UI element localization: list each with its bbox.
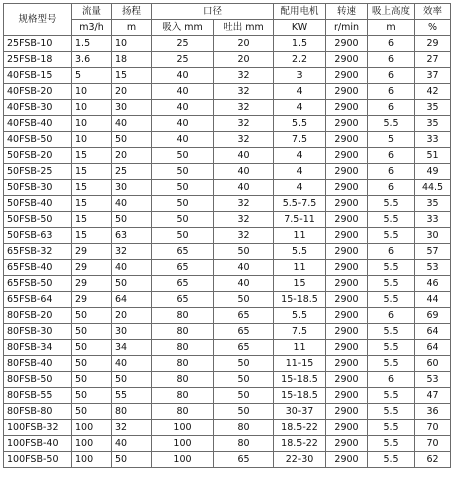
table-row (4, 52, 451, 68)
cell-outlet: 32 (214, 68, 274, 84)
cell-suction: 6 (368, 52, 415, 68)
cell-motor: 18.5-22 (274, 420, 326, 436)
header-row-1 (4, 4, 451, 20)
cell-inlet: 25 (152, 52, 214, 68)
cell-suction: 6 (368, 244, 415, 260)
cell-inlet: 50 (152, 212, 214, 228)
cell-model: 80FSB-20 (4, 308, 72, 324)
header-motor-unit: KW (274, 20, 326, 36)
cell-head: 50 (112, 372, 152, 388)
cell-inlet: 80 (152, 340, 214, 356)
cell-efficiency: 46 (415, 276, 451, 292)
table-row (4, 132, 451, 148)
cell-model: 65FSB-50 (4, 276, 72, 292)
cell-model: 50FSB-50 (4, 212, 72, 228)
cell-head: 50 (112, 452, 152, 468)
cell-outlet: 80 (214, 436, 274, 452)
cell-flow: 50 (72, 404, 112, 420)
cell-speed: 2900 (326, 276, 368, 292)
table-row (4, 372, 451, 388)
cell-efficiency: 53 (415, 260, 451, 276)
cell-inlet: 80 (152, 388, 214, 404)
cell-inlet: 40 (152, 116, 214, 132)
cell-speed: 2900 (326, 260, 368, 276)
table-row (4, 292, 451, 308)
cell-flow: 100 (72, 452, 112, 468)
cell-flow: 10 (72, 100, 112, 116)
cell-outlet: 80 (214, 420, 274, 436)
header-flow: 流量 (72, 4, 112, 20)
cell-outlet: 65 (214, 340, 274, 356)
cell-flow: 50 (72, 340, 112, 356)
cell-model: 80FSB-40 (4, 356, 72, 372)
cell-suction: 6 (368, 372, 415, 388)
cell-motor: 5.5-7.5 (274, 196, 326, 212)
cell-efficiency: 51 (415, 148, 451, 164)
cell-outlet: 50 (214, 356, 274, 372)
cell-speed: 2900 (326, 404, 368, 420)
cell-speed: 2900 (326, 196, 368, 212)
table-row (4, 36, 451, 52)
cell-flow: 29 (72, 244, 112, 260)
cell-head: 15 (112, 68, 152, 84)
cell-efficiency: 35 (415, 116, 451, 132)
cell-motor: 5.5 (274, 116, 326, 132)
cell-suction: 6 (368, 100, 415, 116)
cell-suction: 6 (368, 164, 415, 180)
cell-outlet: 32 (214, 228, 274, 244)
cell-head: 50 (112, 132, 152, 148)
cell-inlet: 50 (152, 196, 214, 212)
cell-speed: 2900 (326, 132, 368, 148)
cell-outlet: 50 (214, 244, 274, 260)
cell-motor: 4 (274, 180, 326, 196)
cell-speed: 2900 (326, 180, 368, 196)
cell-motor: 2.2 (274, 52, 326, 68)
cell-suction: 5.5 (368, 292, 415, 308)
cell-head: 20 (112, 308, 152, 324)
cell-suction: 6 (368, 84, 415, 100)
cell-speed: 2900 (326, 148, 368, 164)
header-row-2 (4, 20, 451, 36)
cell-flow: 50 (72, 388, 112, 404)
cell-model: 100FSB-40 (4, 436, 72, 452)
cell-outlet: 50 (214, 372, 274, 388)
cell-model: 50FSB-25 (4, 164, 72, 180)
cell-efficiency: 27 (415, 52, 451, 68)
table-row (4, 68, 451, 84)
cell-flow: 100 (72, 436, 112, 452)
cell-inlet: 100 (152, 452, 214, 468)
cell-suction: 6 (368, 308, 415, 324)
cell-model: 65FSB-64 (4, 292, 72, 308)
cell-efficiency: 53 (415, 372, 451, 388)
cell-suction: 5.5 (368, 388, 415, 404)
cell-speed: 2900 (326, 356, 368, 372)
cell-suction: 5.5 (368, 212, 415, 228)
table-row (4, 244, 451, 260)
cell-efficiency: 35 (415, 196, 451, 212)
cell-motor: 3 (274, 68, 326, 84)
cell-motor: 11 (274, 260, 326, 276)
table-row (4, 196, 451, 212)
cell-outlet: 20 (214, 36, 274, 52)
cell-efficiency: 44.5 (415, 180, 451, 196)
cell-model: 40FSB-50 (4, 132, 72, 148)
cell-motor: 7.5 (274, 132, 326, 148)
cell-suction: 5.5 (368, 404, 415, 420)
header-head: 扬程 (112, 4, 152, 20)
table-row (4, 260, 451, 276)
cell-efficiency: 60 (415, 356, 451, 372)
cell-suction: 5.5 (368, 260, 415, 276)
table-row (4, 164, 451, 180)
cell-head: 40 (112, 116, 152, 132)
header-efficiency: 效率 (415, 4, 451, 20)
table-row (4, 436, 451, 452)
cell-model: 65FSB-40 (4, 260, 72, 276)
cell-speed: 2900 (326, 308, 368, 324)
cell-head: 64 (112, 292, 152, 308)
cell-flow: 15 (72, 180, 112, 196)
cell-suction: 5.5 (368, 228, 415, 244)
cell-head: 40 (112, 356, 152, 372)
cell-suction: 5.5 (368, 420, 415, 436)
cell-speed: 2900 (326, 436, 368, 452)
cell-suction: 5.5 (368, 196, 415, 212)
pump-spec-table (3, 3, 451, 468)
cell-outlet: 65 (214, 324, 274, 340)
cell-inlet: 40 (152, 68, 214, 84)
cell-outlet: 40 (214, 180, 274, 196)
cell-head: 18 (112, 52, 152, 68)
cell-flow: 15 (72, 228, 112, 244)
table-row (4, 84, 451, 100)
cell-efficiency: 44 (415, 292, 451, 308)
cell-suction: 5.5 (368, 356, 415, 372)
cell-outlet: 32 (214, 116, 274, 132)
cell-speed: 2900 (326, 452, 368, 468)
cell-efficiency: 35 (415, 100, 451, 116)
table-row (4, 420, 451, 436)
cell-outlet: 40 (214, 148, 274, 164)
table-row (4, 404, 451, 420)
cell-speed: 2900 (326, 52, 368, 68)
cell-head: 50 (112, 212, 152, 228)
cell-head: 30 (112, 100, 152, 116)
cell-motor: 15-18.5 (274, 292, 326, 308)
cell-outlet: 40 (214, 276, 274, 292)
cell-efficiency: 62 (415, 452, 451, 468)
cell-model: 25FSB-10 (4, 36, 72, 52)
table-row (4, 228, 451, 244)
cell-speed: 2900 (326, 212, 368, 228)
cell-efficiency: 29 (415, 36, 451, 52)
cell-speed: 2900 (326, 68, 368, 84)
cell-inlet: 80 (152, 308, 214, 324)
cell-inlet: 80 (152, 356, 214, 372)
cell-efficiency: 70 (415, 420, 451, 436)
cell-efficiency: 57 (415, 244, 451, 260)
cell-flow: 29 (72, 292, 112, 308)
cell-model: 80FSB-50 (4, 372, 72, 388)
cell-flow: 10 (72, 84, 112, 100)
cell-suction: 5.5 (368, 276, 415, 292)
cell-suction: 5.5 (368, 116, 415, 132)
cell-outlet: 20 (214, 52, 274, 68)
cell-outlet: 50 (214, 388, 274, 404)
cell-outlet: 32 (214, 212, 274, 228)
cell-head: 50 (112, 276, 152, 292)
cell-outlet: 40 (214, 260, 274, 276)
cell-motor: 5.5 (274, 244, 326, 260)
cell-model: 50FSB-40 (4, 196, 72, 212)
spec-table-body (4, 36, 451, 468)
cell-model: 50FSB-20 (4, 148, 72, 164)
cell-inlet: 80 (152, 404, 214, 420)
cell-inlet: 80 (152, 372, 214, 388)
cell-motor: 7.5-11 (274, 212, 326, 228)
cell-suction: 6 (368, 180, 415, 196)
cell-efficiency: 47 (415, 388, 451, 404)
cell-motor: 15-18.5 (274, 372, 326, 388)
cell-outlet: 40 (214, 164, 274, 180)
cell-suction: 5.5 (368, 340, 415, 356)
cell-outlet: 32 (214, 100, 274, 116)
cell-flow: 29 (72, 276, 112, 292)
cell-model: 50FSB-30 (4, 180, 72, 196)
cell-speed: 2900 (326, 228, 368, 244)
cell-inlet: 65 (152, 292, 214, 308)
cell-model: 50FSB-63 (4, 228, 72, 244)
cell-motor: 11 (274, 228, 326, 244)
header-caliber: 口径 (152, 4, 274, 20)
cell-inlet: 50 (152, 164, 214, 180)
table-row (4, 388, 451, 404)
cell-speed: 2900 (326, 292, 368, 308)
cell-model: 40FSB-30 (4, 100, 72, 116)
cell-model: 80FSB-80 (4, 404, 72, 420)
table-row (4, 452, 451, 468)
cell-speed: 2900 (326, 372, 368, 388)
cell-inlet: 65 (152, 260, 214, 276)
cell-model: 25FSB-18 (4, 52, 72, 68)
cell-head: 40 (112, 196, 152, 212)
cell-efficiency: 33 (415, 132, 451, 148)
table-row (4, 116, 451, 132)
cell-outlet: 50 (214, 404, 274, 420)
cell-head: 32 (112, 420, 152, 436)
cell-inlet: 80 (152, 324, 214, 340)
cell-head: 55 (112, 388, 152, 404)
cell-efficiency: 70 (415, 436, 451, 452)
cell-head: 20 (112, 84, 152, 100)
cell-flow: 15 (72, 196, 112, 212)
cell-model: 40FSB-20 (4, 84, 72, 100)
cell-suction: 5.5 (368, 436, 415, 452)
cell-efficiency: 37 (415, 68, 451, 84)
cell-suction: 6 (368, 36, 415, 52)
cell-motor: 1.5 (274, 36, 326, 52)
table-row (4, 340, 451, 356)
cell-speed: 2900 (326, 324, 368, 340)
table-row (4, 212, 451, 228)
table-row (4, 308, 451, 324)
cell-inlet: 65 (152, 276, 214, 292)
cell-inlet: 40 (152, 100, 214, 116)
cell-speed: 2900 (326, 116, 368, 132)
table-row (4, 324, 451, 340)
cell-model: 80FSB-30 (4, 324, 72, 340)
cell-model: 40FSB-15 (4, 68, 72, 84)
cell-inlet: 40 (152, 132, 214, 148)
cell-flow: 10 (72, 116, 112, 132)
cell-flow: 10 (72, 132, 112, 148)
cell-head: 63 (112, 228, 152, 244)
cell-inlet: 100 (152, 420, 214, 436)
cell-outlet: 50 (214, 292, 274, 308)
header-speed-unit: r/min (326, 20, 368, 36)
header-efficiency-unit: % (415, 20, 451, 36)
cell-outlet: 65 (214, 308, 274, 324)
cell-inlet: 65 (152, 244, 214, 260)
cell-speed: 2900 (326, 244, 368, 260)
cell-flow: 1.5 (72, 36, 112, 52)
cell-model: 40FSB-40 (4, 116, 72, 132)
cell-suction: 5.5 (368, 324, 415, 340)
cell-efficiency: 36 (415, 404, 451, 420)
header-model: 规格型号 (4, 4, 72, 36)
cell-motor: 11-15 (274, 356, 326, 372)
cell-speed: 2900 (326, 164, 368, 180)
cell-outlet: 32 (214, 196, 274, 212)
header-speed: 转速 (326, 4, 368, 20)
table-row (4, 180, 451, 196)
cell-suction: 5.5 (368, 452, 415, 468)
cell-head: 20 (112, 148, 152, 164)
cell-motor: 4 (274, 100, 326, 116)
cell-flow: 50 (72, 308, 112, 324)
header-outlet: 吐出 mm (214, 20, 274, 36)
cell-speed: 2900 (326, 36, 368, 52)
header-inlet: 吸入 mm (152, 20, 214, 36)
cell-motor: 4 (274, 164, 326, 180)
cell-model: 80FSB-34 (4, 340, 72, 356)
cell-inlet: 40 (152, 84, 214, 100)
header-suction-unit: m (368, 20, 415, 36)
table-row (4, 356, 451, 372)
cell-head: 25 (112, 164, 152, 180)
cell-efficiency: 69 (415, 308, 451, 324)
cell-head: 32 (112, 244, 152, 260)
cell-speed: 2900 (326, 340, 368, 356)
header-suction: 吸上高度 (368, 4, 415, 20)
cell-flow: 50 (72, 372, 112, 388)
table-row (4, 148, 451, 164)
cell-flow: 50 (72, 356, 112, 372)
cell-head: 30 (112, 324, 152, 340)
cell-head: 30 (112, 180, 152, 196)
cell-suction: 5 (368, 132, 415, 148)
cell-suction: 6 (368, 148, 415, 164)
cell-efficiency: 49 (415, 164, 451, 180)
cell-inlet: 25 (152, 36, 214, 52)
cell-motor: 4 (274, 84, 326, 100)
cell-outlet: 65 (214, 452, 274, 468)
cell-motor: 15 (274, 276, 326, 292)
cell-speed: 2900 (326, 420, 368, 436)
cell-model: 100FSB-50 (4, 452, 72, 468)
cell-motor: 7.5 (274, 324, 326, 340)
cell-suction: 6 (368, 68, 415, 84)
table-row (4, 276, 451, 292)
header-head-unit: m (112, 20, 152, 36)
header-motor: 配用电机 (274, 4, 326, 20)
cell-model: 65FSB-32 (4, 244, 72, 260)
cell-model: 100FSB-32 (4, 420, 72, 436)
cell-inlet: 50 (152, 228, 214, 244)
cell-flow: 5 (72, 68, 112, 84)
header-flow-unit: m3/h (72, 20, 112, 36)
cell-efficiency: 42 (415, 84, 451, 100)
cell-efficiency: 64 (415, 324, 451, 340)
cell-head: 40 (112, 260, 152, 276)
cell-flow: 50 (72, 324, 112, 340)
cell-head: 40 (112, 436, 152, 452)
cell-efficiency: 30 (415, 228, 451, 244)
cell-efficiency: 33 (415, 212, 451, 228)
cell-head: 80 (112, 404, 152, 420)
cell-motor: 4 (274, 148, 326, 164)
cell-head: 10 (112, 36, 152, 52)
cell-speed: 2900 (326, 388, 368, 404)
cell-speed: 2900 (326, 84, 368, 100)
cell-motor: 22-30 (274, 452, 326, 468)
cell-motor: 30-37 (274, 404, 326, 420)
cell-head: 34 (112, 340, 152, 356)
cell-flow: 3.6 (72, 52, 112, 68)
cell-motor: 11 (274, 340, 326, 356)
cell-inlet: 50 (152, 148, 214, 164)
cell-flow: 15 (72, 148, 112, 164)
cell-motor: 15-18.5 (274, 388, 326, 404)
cell-flow: 29 (72, 260, 112, 276)
cell-motor: 5.5 (274, 308, 326, 324)
cell-speed: 2900 (326, 100, 368, 116)
cell-flow: 100 (72, 420, 112, 436)
cell-efficiency: 64 (415, 340, 451, 356)
cell-model: 80FSB-55 (4, 388, 72, 404)
cell-flow: 15 (72, 212, 112, 228)
table-row (4, 100, 451, 116)
cell-inlet: 100 (152, 436, 214, 452)
cell-outlet: 32 (214, 132, 274, 148)
cell-inlet: 50 (152, 180, 214, 196)
cell-outlet: 32 (214, 84, 274, 100)
cell-motor: 18.5-22 (274, 436, 326, 452)
cell-flow: 15 (72, 164, 112, 180)
